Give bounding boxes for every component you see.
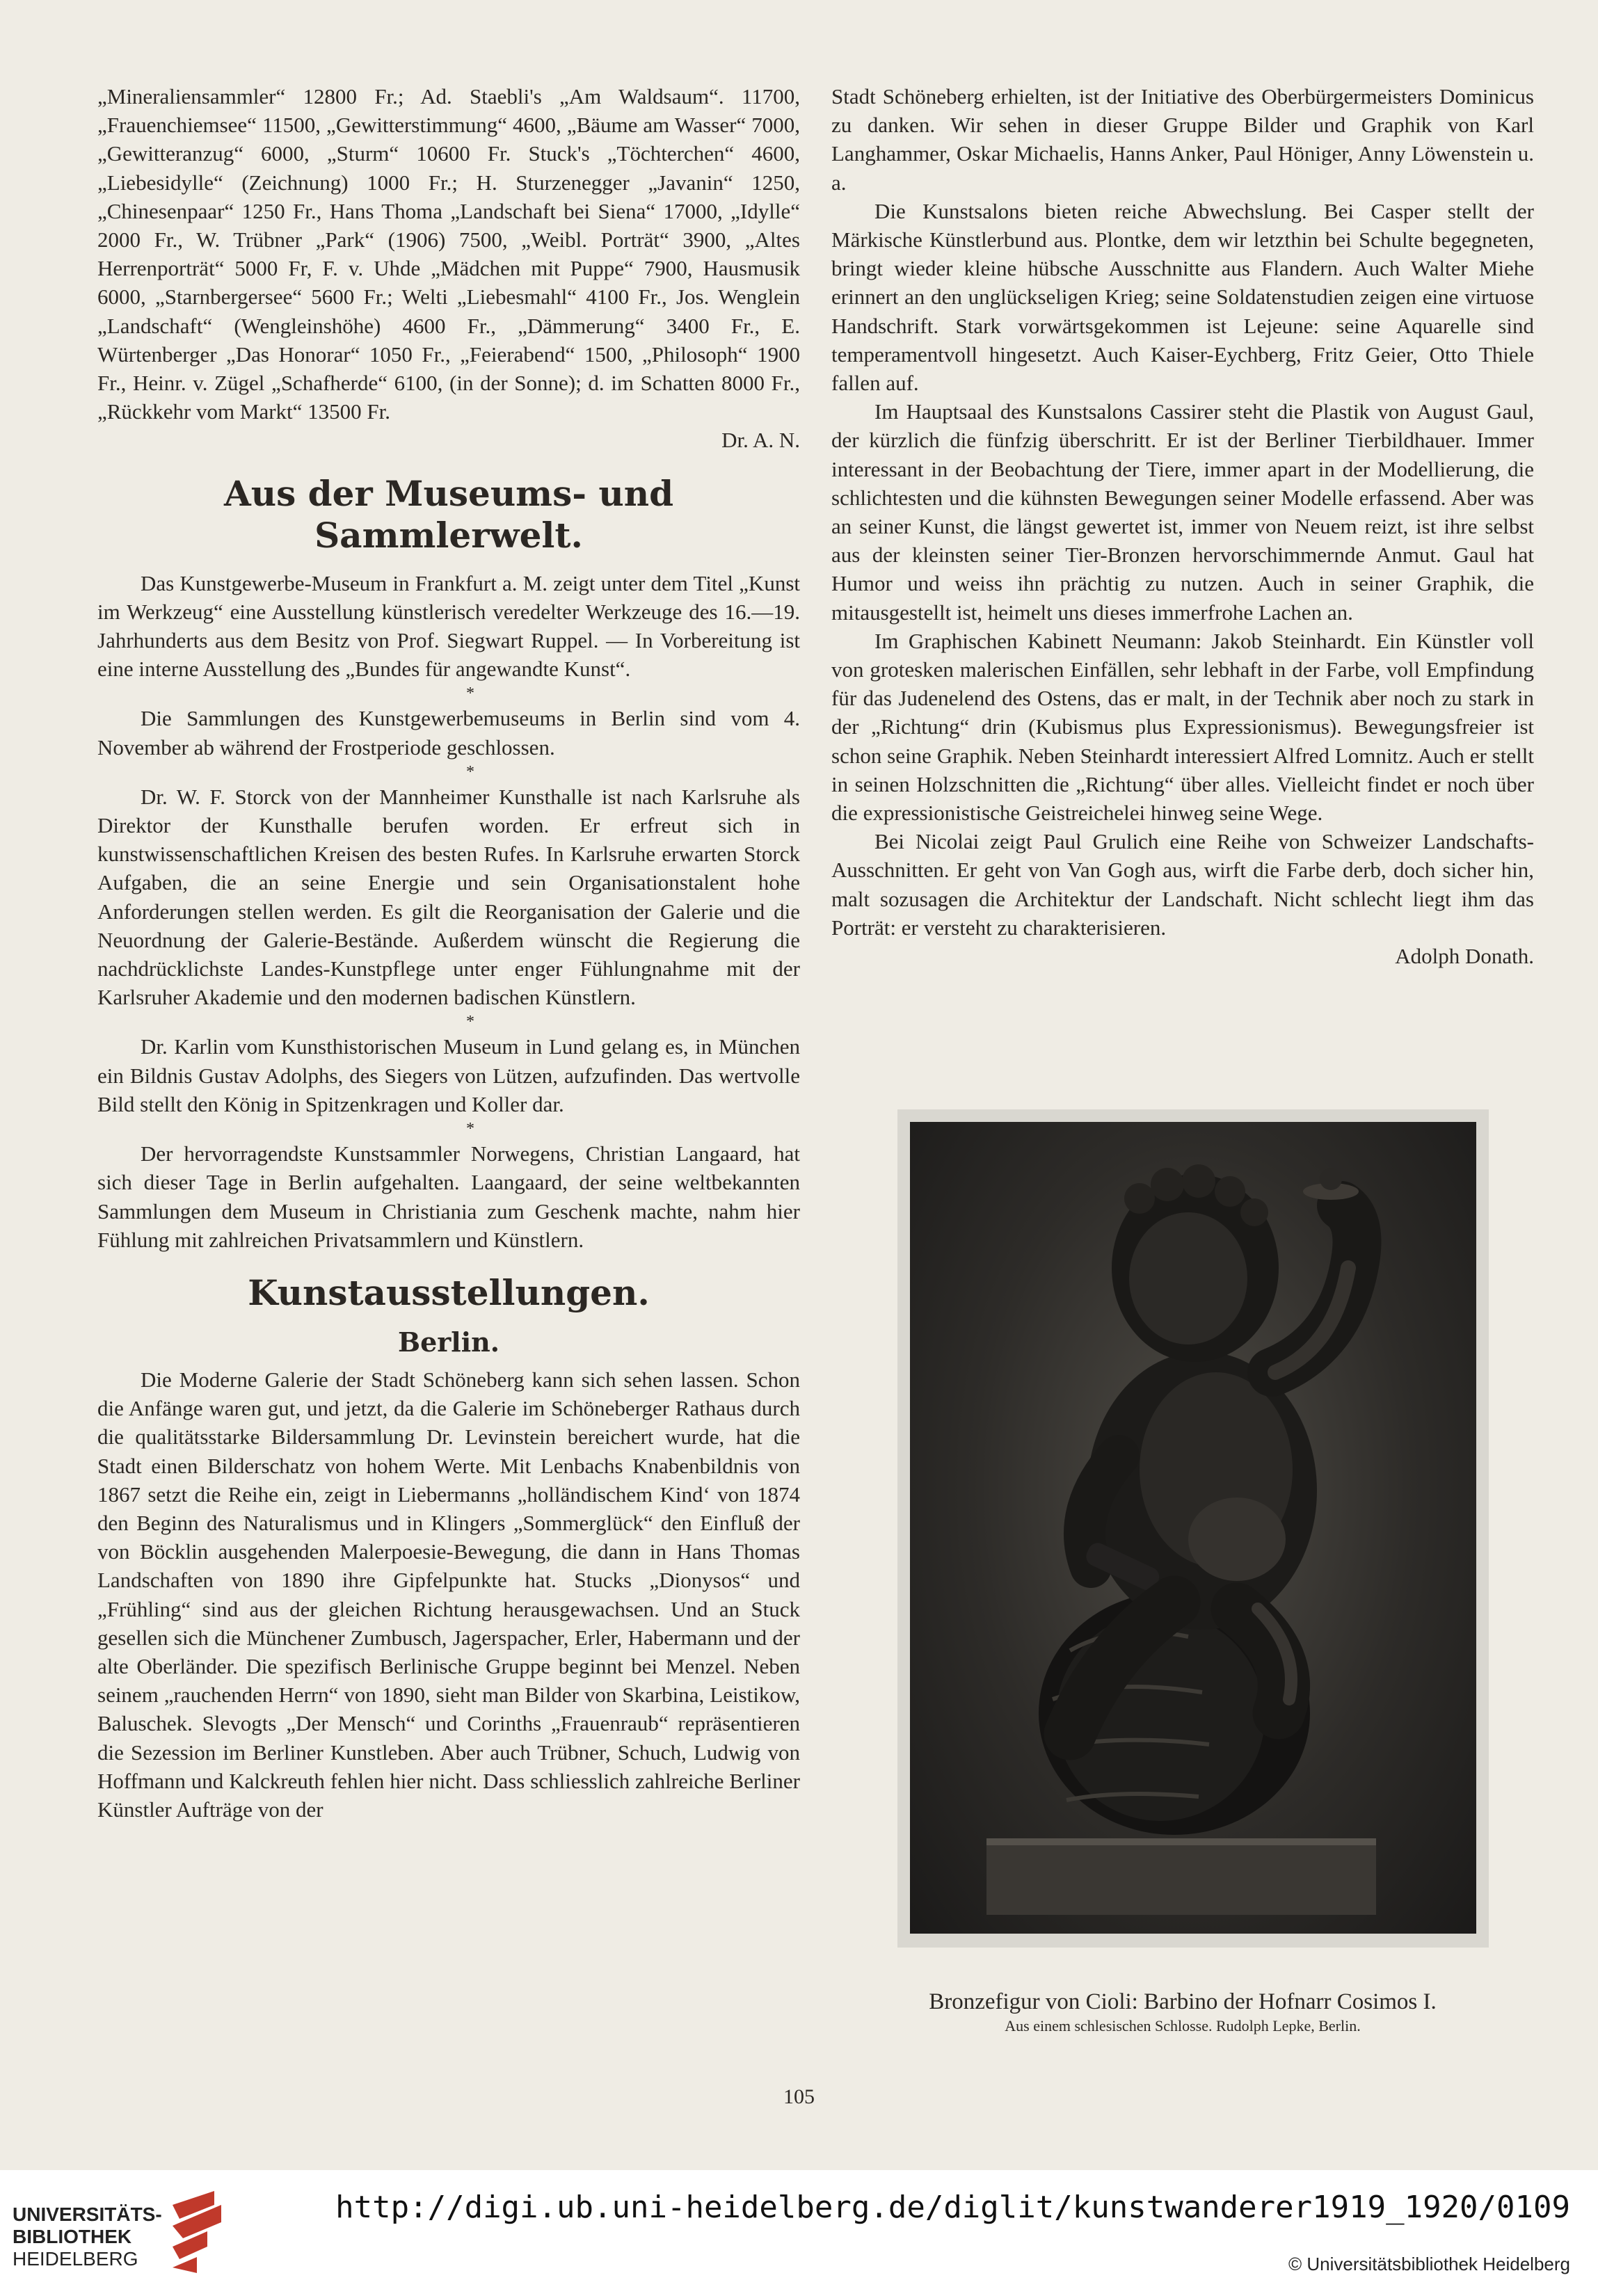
paragraph-nicolai: Bei Nicolai zeigt Paul Grulich eine Reihe von Schweizer Landschafts-Ausschnitten. Er geht von Van Gogh aus, wirft die Farbe derb, doch sicher hin, malt sozusagen die Architektur der Landschaft. Nicht schlecht liegt ihm das Porträt: er versteht zu charakterisieren. xyxy=(831,829,1534,940)
logo-text xyxy=(13,2203,162,2270)
bronze-figure-illustration xyxy=(910,1122,1476,1934)
source-url-link[interactable]: http://digi.ub.uni-heidelberg.de/diglit/kunstwanderer1919_1920/0109 xyxy=(335,2190,1570,2225)
figure-caption xyxy=(831,1988,1534,2037)
separator-star: * xyxy=(466,762,474,781)
paragraph-schoeneberg: Die Moderne Galerie der Stadt Schöneberg kann sich sehen lassen. Schon die Anfänge waren gut, und jetzt, da die Galerie im Schöneberger Rathaus durch die qualitätsstarke Bildersammlung Dr. Levinstein bereichert wurde, hat die Stadt einen Bilderschatz von hohem Werte. Mit Lenbachs Knabenbildnis von 1867 setzt die Reihe ein, zeigt in Liebermanns „holländischem Kind‘ von 1874 den Beginn des Naturalismus und in Klingers „Sommerglück“ den Einfluß der von Böcklin ausgehenden Malerpoesie-Bewegung, die dann in Hans Thomas Landschaften von 1890 ihre Gipfelpunkte hat. Stucks „Dionysos“ und „Frühling“ sind aus der gleichen Richtung herausgewachsen. Und an Stuck gesellen sich die Münchener Zumbusch, Jagerspacher, Erler, Habermann und der alte Oberländer. Die spezifisch Berlinische Gruppe beginnt bei Menzel. Neben seinem „rauchenden Herrn“ von 1890, sieht man Bilder von Skarbina, Leistikow, Baluschek. Slevogts „Der Mensch“ und Corinths „Frauenraub“ repräsentieren die Sezession im Berliner Kunstleben. Aber auch Trübner, Schuch, Ludwig von Hoffmann und Kalckreuth fehlen hier nicht. Dass schliesslich zahlreiche Berliner Künstler Aufträge von der xyxy=(97,1367,800,1822)
paragraph-neumann: Im Graphischen Kabinett Neumann: Jakob Steinhardt. Ein Künstler voll von grotesken malerischen Einfällen, sehr lebhaft in der Farbe, voll Empfindung für das Judenelend des Ostens, das er malt, in der Technik aber noch zu stark in der „Richtung“ drin (Kubismus plus Expressionismus). Bewegungsfreier ist schon seine Graphik. Neben Steinhardt interessiert Alfred Lomnitz. Auch er stellt in seinen Holzschnitten die „Richtung“ über alles. Vielleicht findet er noch über die expressionistische Geistreichelei hinweg seine Wege. xyxy=(831,628,1534,826)
paragraph-karlin: Dr. Karlin vom Kunsthistorischen Museum in Lund gelang es, in München ein Bildnis Gustav Adolphs, des Siegers von Lützen, aufzufinden. Das wertvolle Bild stellt den König in Spitzenkragen und Koller dar. xyxy=(97,1034,800,1116)
paragraph-cassirer: Im Hauptsaal des Kunstsalons Cassirer steht die Plastik von August Gaul, der kürzlich die fünfzig überschritt. Er ist der Berliner Tierbildhauer. Immer interessant in der Beobachtung der Tiere, immer apart in der Modellierung, die schlichtesten und die kühnsten Bewegungen seiner Modelle erfassend. Aber was an seiner Kunst, die längst gewertet ist, immer von Neuem reizt, ist ihre selbst aus der kleinsten seiner Tier-Bronzen hervorschimmernde Anmut. Gaul hat Humor und weiss ihn prächtig zu nutzen. Auch in seiner Graphik, die mitausgestellt ist, heimelt uns dieses immerfrohe Lachen an. xyxy=(831,399,1534,625)
paragraph-frankfurt: Das Kunstgewerbe-Museum in Frankfurt a. M. zeigt unter dem Titel „Kunst im Werkzeug“ eine Ausstellung künstlerisch veredelter Werkzeuge des 16.—19. Jahrhunderts aus dem Besitz von Prof. Siegwart Ruppel. — In Vorbereitung ist eine interne Ausstellung des „Bundes für angewandte Kunst“. xyxy=(97,570,800,682)
nicolai-signature: Adolph Donath. xyxy=(1395,944,1534,969)
intro-paragraph: „Mineraliensammler“ 12800 Fr.; Ad. Staebli's „Am Waldsaum“. 11700, „Frauenchiemsee“ 11500, „Gewitterstimmung“ 4600, „Bäume am Wasser“ 7000, „Gewitteranzug“ 6000, „Sturm“ 10600 Fr. Stuck's „Töchterchen“ 4600, „Liebesidylle“ (Zeichnung) 1000 Fr.; H. Sturzenegger „Javanin“ 1250, „Chinesenpaar“ 1250 Fr., Hans Thoma „Landschaft bei Siena“ 17000, „Idylle“ 2000 Fr., W. Trübner „Park“ (1906) 7500, „Weibl. Porträt“ 3900, „Altes Herrenporträt“ 5000 Fr, F. v. Uhde „Mädchen mit Puppe“ 7900, Hausmusik 6000, „Starnbergersee“ 5600 Fr.; Welti „Liebesmahl“ 4100 Fr., Jos. Wenglein „Landschaft“ (Wengleinshöhe) 4600 Fr., „Dämmerung“ 3400 Fr., E. Würtenberger „Das Honorar“ 1050 Fr., „Feierabend“ 1500, „Philosoph“ 1900 Fr., Heinr. v. Zügel „Schafherde“ 6100, (in der Sonne); d. im Schatten 8000 Fr., „Rückkehr vom Markt“ 13500 Fr. xyxy=(97,84,800,424)
left-column xyxy=(97,82,800,1824)
heading-berlin: Berlin. xyxy=(397,1326,500,1358)
paragraph-berlin-museums: Die Sammlungen des Kunstgewerbemuseums in Berlin sind vom 4. November ab während der Frostperiode geschlossen. xyxy=(97,706,800,760)
separator-star: * xyxy=(466,1013,474,1031)
logo-line-2: BIBLIOTHEK xyxy=(13,2226,132,2247)
copyright-notice: © Universitätsbibliothek Heidelberg xyxy=(1288,2254,1570,2274)
paragraph-casper: Die Kunstsalons bieten reiche Abwechslung. Bei Casper stellt der Märkische Künstlerbund aus. Plontke, dem wir letzthin bei Schulte begegneten, bringt wieder kleine hübsche Ausschnitte aus Flandern. Auch Walter Miehe erinnert an den unglückseligen Krieg; seine Soldatenstudien zeigen eine virtuose Handschrift. Stark vorwärtsgekommen ist Lejeune: seine Aquarelle sind temperamentvoll hingesetzt. Auch Kaiser-Eychberg, Fritz Geier, Otto Thiele fallen auf. xyxy=(831,198,1534,396)
intro-signature: Dr. A. N. xyxy=(721,428,800,453)
page-number: 105 xyxy=(783,2085,815,2108)
paragraph-langaard: Der hervorragendste Kunstsammler Norwegens, Christian Langaard, hat sich dieser Tage in Berlin aufgehalten. Laangaard, der seine weltbekannten Sammlungen dem Museum in Christiania zum Geschenk machte, nahm hier Fühlung mit zahlreichen Privatsammlern und Künstlern. xyxy=(97,1141,800,1252)
separator-star: * xyxy=(466,1120,474,1139)
paragraph-continuation: Stadt Schöneberg erhielten, ist der Initiative des Oberbürgermeisters Dominicus zu danken. Wir sehen in dieser Gruppe Bilder und Graphik von Karl Langhammer, Oskar Michaelis, Hanns Anker, Paul Höniger, Anny Löwenstein u. a. xyxy=(831,84,1534,195)
heading-exhibitions: Kunstausstellungen. xyxy=(248,1271,650,1313)
library-footer xyxy=(0,2170,1598,2296)
separator-star: * xyxy=(466,684,474,703)
heading-museum-collectors: Aus der Museums- und Sammlerwelt. xyxy=(223,472,674,556)
caption-main: Bronzefigur von Cioli: Barbino der Hofnarr Cosimos I. xyxy=(929,1989,1437,2014)
right-column xyxy=(831,82,1534,970)
caption-credit: Aus einem schlesischen Schlosse. Rudolph Lepke, Berlin. xyxy=(1005,2017,1361,2034)
bronze-figure-photo xyxy=(910,1122,1476,1934)
paragraph-storck: Dr. W. F. Storck von der Mannheimer Kunsthalle ist nach Karlsruhe als Direktor der Kunsthalle berufen worden. Er erfreut sich in kunstwissenschaftlichen Kreisen des besten Rufes. In Karlsruhe erwarten Storck Aufgaben, die an seine Energie und sein Organisationstalent hohe Anforderungen stellen werden. Es gilt die Reorganisation der Galerie und die Neuordnung der Galerie-Bestände. Außerdem wünscht die Regierung die nachdrücklichste Landes-Kunstpflege unter enger Fühlungnahme mit der Karlsruher Akademie und den modernen badischen Künstlern. xyxy=(97,784,800,1010)
bronze-figure-plate xyxy=(897,1109,1489,1948)
library-logo-mark-icon xyxy=(166,2191,228,2274)
library-logo xyxy=(13,2191,235,2274)
logo-line-1: UNIVERSITÄTS- xyxy=(13,2203,162,2225)
logo-line-3: HEIDELBERG xyxy=(13,2248,138,2270)
